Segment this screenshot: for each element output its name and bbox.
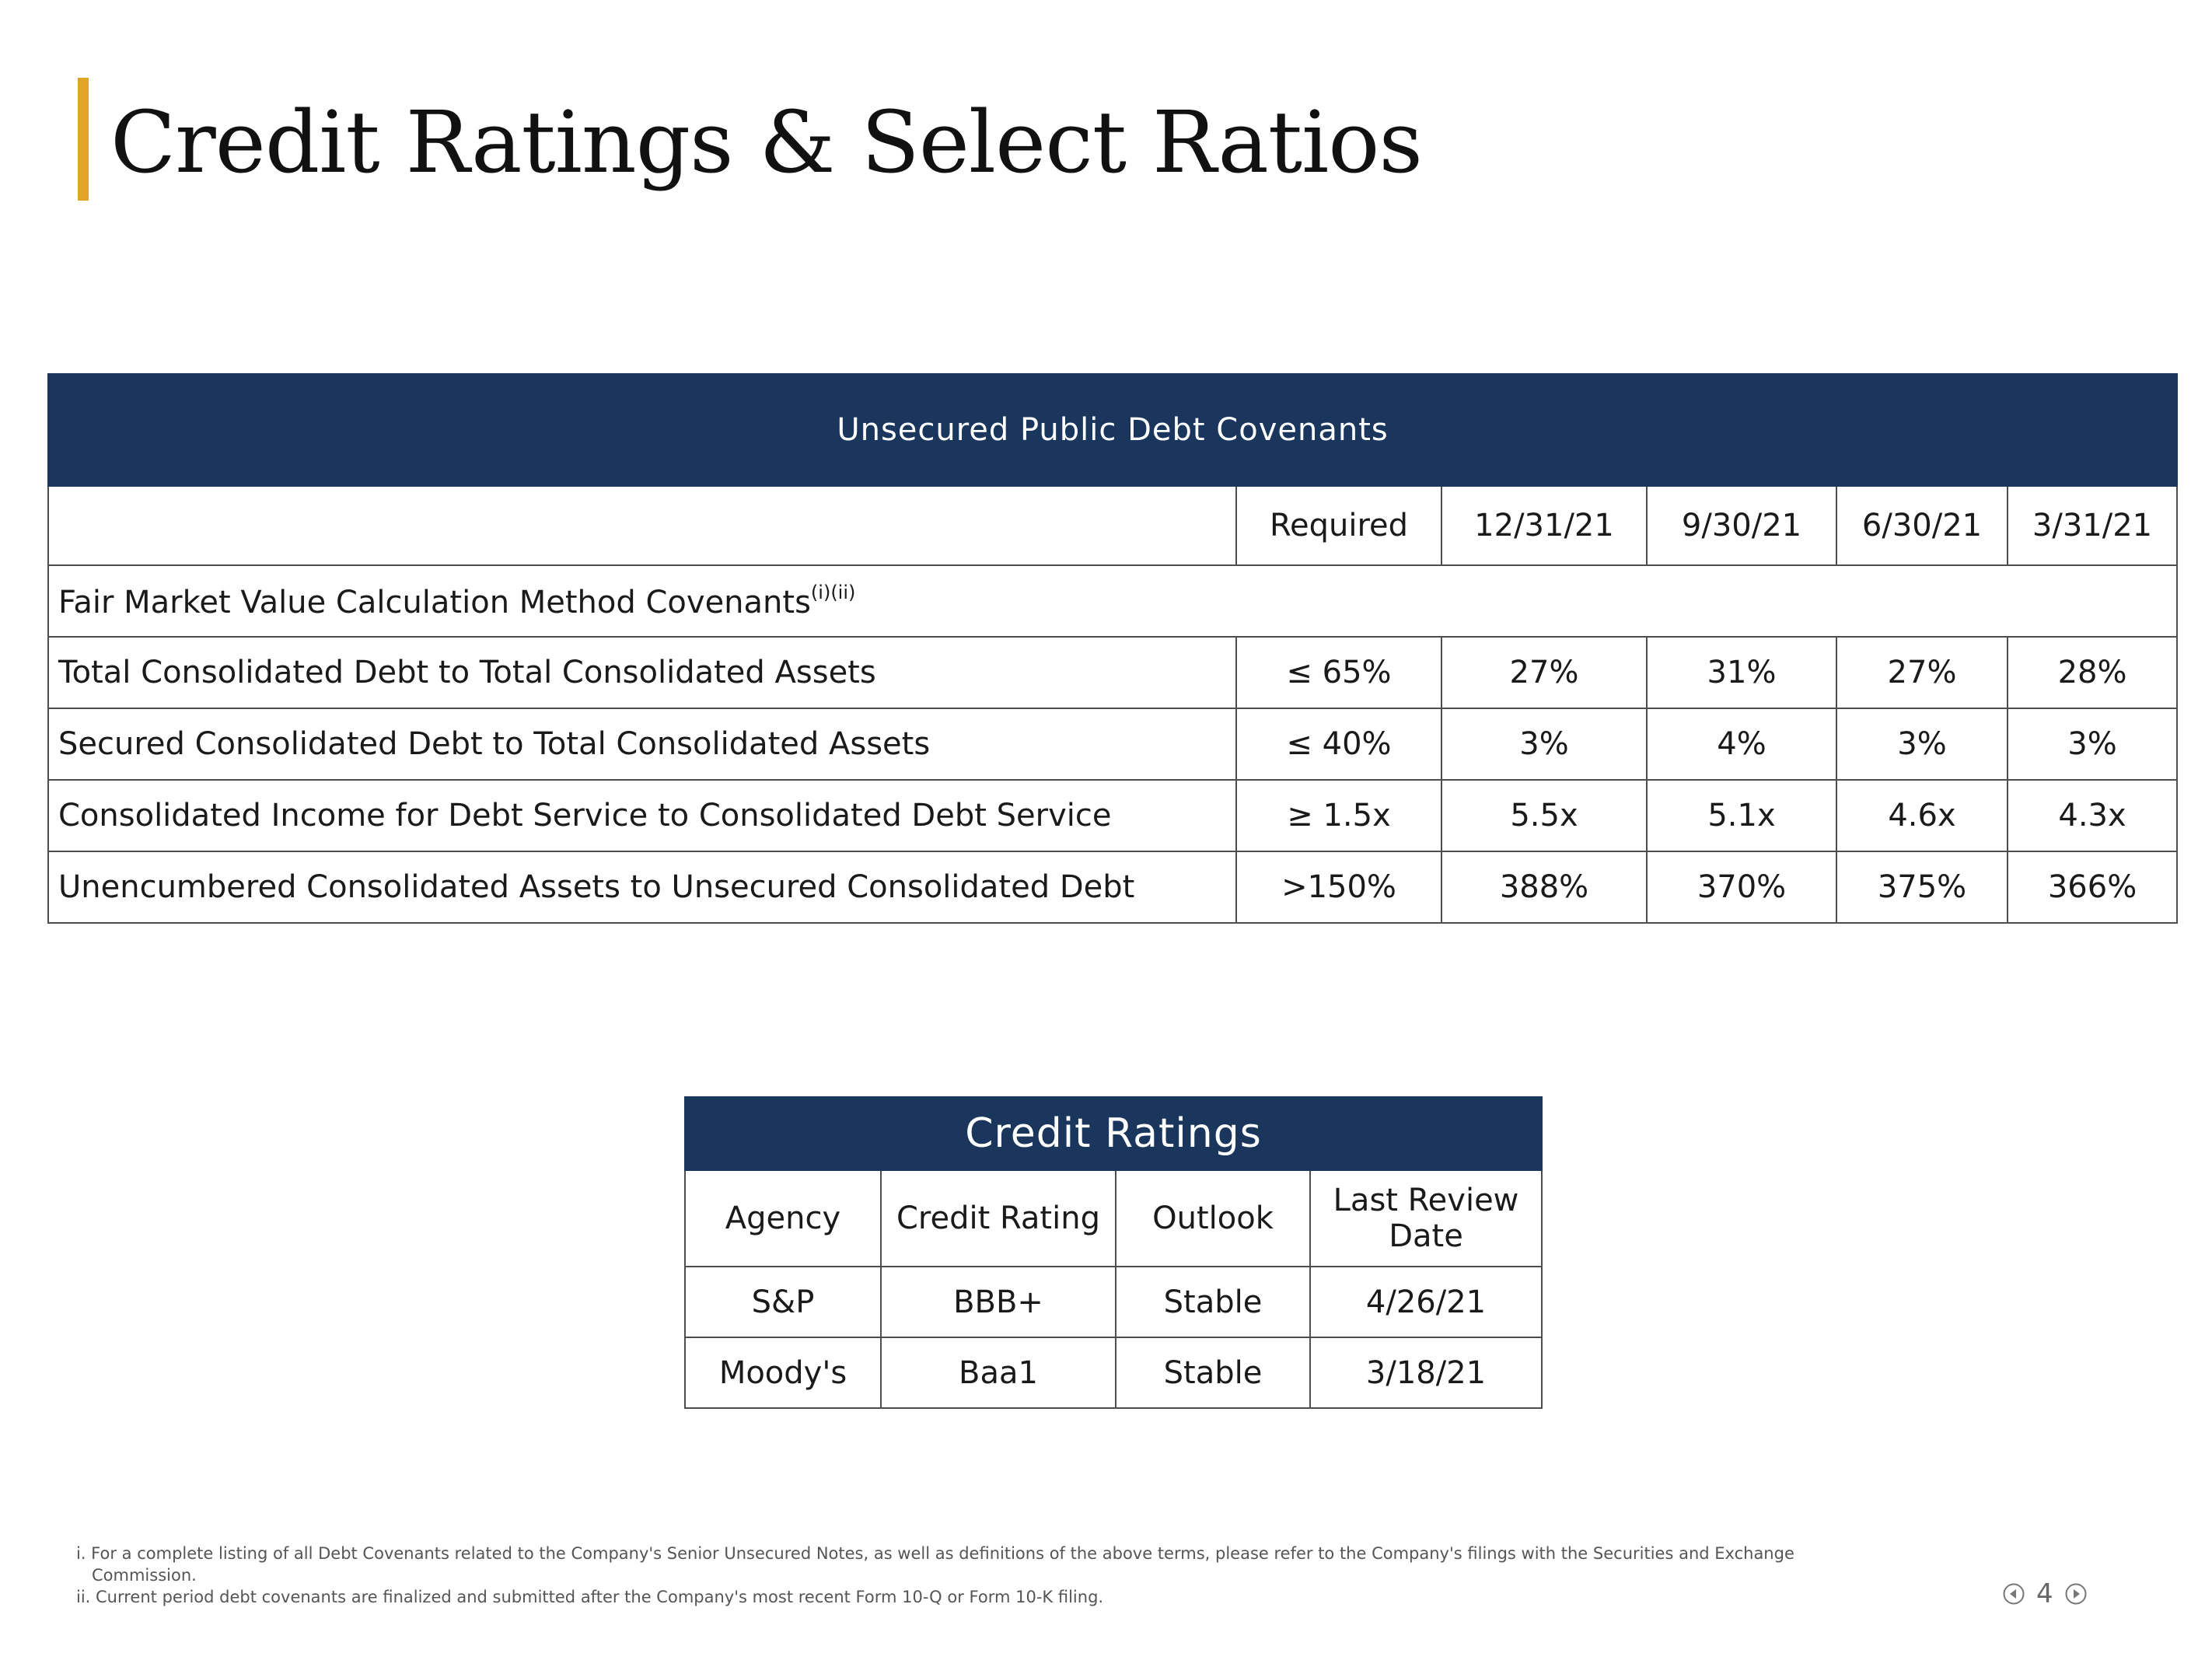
row-label: Unencumbered Consolidated Assets to Unsecured Consolidated Debt	[48, 851, 1236, 923]
table-row	[48, 851, 2177, 923]
table-row	[685, 1267, 1542, 1337]
cell-value: 370%	[1647, 851, 1836, 923]
section-title-text: Fair Market Value Calculation Method Covenants	[58, 585, 811, 620]
credit-ratings-header: Credit Ratings	[685, 1097, 1542, 1170]
cell-required: >150%	[1236, 851, 1441, 923]
row-label: Total Consolidated Debt to Total Consolidated Assets	[48, 637, 1236, 708]
table-row	[48, 708, 2177, 780]
table-row	[48, 637, 2177, 708]
section-footnote-ref: (i)(ii)	[810, 582, 856, 603]
cell-agency: S&P	[685, 1267, 881, 1337]
cell-value: 375%	[1836, 851, 2008, 923]
cell-value: 27%	[1836, 637, 2008, 708]
cell-value: 388%	[1441, 851, 1647, 923]
footnote-ii: ii. Current period debt covenants are finalized and submitted after the Company's most recent Form 10-Q or Form 10-K filing.	[76, 1588, 1104, 1606]
cell-value: 5.1x	[1647, 780, 1836, 851]
cell-value: 3%	[1441, 708, 1647, 780]
column-outlook: Outlook	[1116, 1170, 1310, 1267]
cell-outlook: Stable	[1116, 1337, 1310, 1408]
covenants-header-blank	[48, 486, 1236, 565]
page-title: Credit Ratings & Select Ratios	[110, 93, 1422, 192]
page-navigation	[2002, 1578, 2088, 1609]
cell-value: 4.3x	[2008, 780, 2177, 851]
cell-rating: Baa1	[881, 1337, 1116, 1408]
cell-value: 3%	[1836, 708, 2008, 780]
cell-value: 3%	[2008, 708, 2177, 780]
cell-value: 28%	[2008, 637, 2177, 708]
column-period: 3/31/21	[2008, 486, 2177, 565]
next-page-icon[interactable]	[2064, 1582, 2088, 1606]
cell-outlook: Stable	[1116, 1267, 1310, 1337]
cell-value: 366%	[2008, 851, 2177, 923]
column-required: Required	[1236, 486, 1441, 565]
column-agency: Agency	[685, 1170, 881, 1267]
column-last-review-date: Last Review Date	[1310, 1170, 1542, 1267]
page-number: 4	[2036, 1578, 2053, 1609]
cell-required: ≤ 65%	[1236, 637, 1441, 708]
column-period: 12/31/21	[1441, 486, 1647, 565]
credit-ratings-table	[684, 1096, 1543, 1409]
table-row	[685, 1337, 1542, 1408]
cell-rating: BBB+	[881, 1267, 1116, 1337]
row-label: Secured Consolidated Debt to Total Consolidated Assets	[48, 708, 1236, 780]
cell-review-date: 3/18/21	[1310, 1337, 1542, 1408]
cell-value: 31%	[1647, 637, 1836, 708]
column-period: 9/30/21	[1647, 486, 1836, 565]
cell-value: 27%	[1441, 637, 1647, 708]
title-accent-bar	[78, 78, 89, 201]
table-row	[48, 780, 2177, 851]
covenants-header: Unsecured Public Debt Covenants	[48, 374, 2177, 486]
covenants-table	[47, 373, 2178, 924]
cell-value: 4%	[1647, 708, 1836, 780]
column-credit-rating: Credit Rating	[881, 1170, 1116, 1267]
cell-value: 5.5x	[1441, 780, 1647, 851]
footnote-i: i. For a complete listing of all Debt Covenants related to the Company's Senior Unsecured Notes, as well as definitions of the above terms, please refer to the Company's filings with the Securities and Exchange	[76, 1544, 1794, 1563]
cell-agency: Moody's	[685, 1337, 881, 1408]
cell-required: ≥ 1.5x	[1236, 780, 1441, 851]
cell-required: ≤ 40%	[1236, 708, 1441, 780]
row-label: Consolidated Income for Debt Service to Consolidated Debt Service	[48, 780, 1236, 851]
cell-review-date: 4/26/21	[1310, 1267, 1542, 1337]
cell-value: 4.6x	[1836, 780, 2008, 851]
section-title	[48, 565, 2177, 637]
previous-page-icon[interactable]	[2002, 1582, 2025, 1606]
column-period: 6/30/21	[1836, 486, 2008, 565]
footnotes	[76, 1543, 1903, 1608]
footnote-i-continued: Commission.	[92, 1566, 197, 1585]
